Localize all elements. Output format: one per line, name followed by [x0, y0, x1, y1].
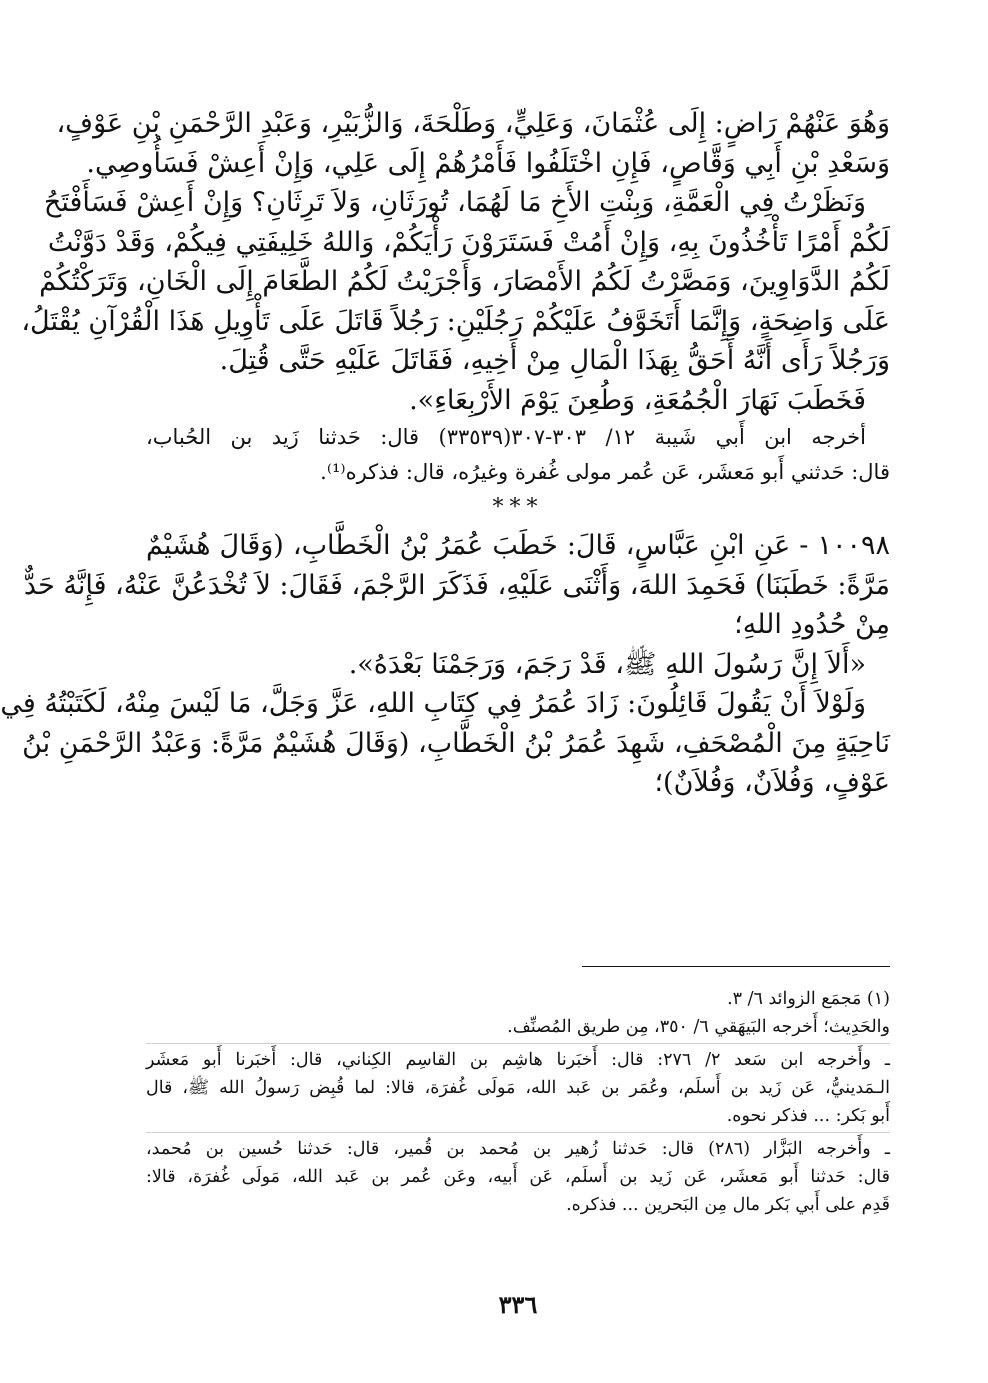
- hadith-line: عَوْفٍ، وَفُلاَنٌ، وَفُلاَنٌ)؛: [654, 767, 890, 798]
- text-line: وَسَعْدِ بْنِ أَبِي وَقَّاصٍ، فَإِنِ اخْتَلَفُوا فَأَمْرُهُمْ إِلَى عَلِي، وَإِنْ أَعِشْ فَسَأُوصِي.: [86, 147, 890, 179]
- text-line: فَخَطَبَ نَهَارَ الْجُمُعَةِ، وَطُعِنَ يَوْمَ الأَرْبِعَاءِ».: [409, 384, 866, 416]
- hadith-line: مِنْ حُدُودِ اللهِ؛: [734, 609, 890, 640]
- hadith-line: نَاحِيَةٍ مِنَ الْمُصْحَفِ، شَهِدَ عُمَرُ بْنُ الْخَطَّابِ، (وَقَالَ هُشَيْمٌ مَرَّةً: وَعَبْدُ الرَّحْمَنِ بْنُ: [22, 727, 890, 759]
- footnote-line: والحَدِيث؛ أَخرجه البَيهَقي ٦/ ٣٥٠، مِن طريق المُصنِّف.: [507, 1017, 890, 1037]
- footnote-rule: [582, 966, 890, 967]
- footnote-divider: [146, 1043, 890, 1044]
- hadith-line: مَرَّةً: خَطَبَنَا) فَحَمِدَ اللهَ، وَأَثْنَى عَلَيْهِ، فَذَكَرَ الرَّجْمَ، فَقَالَ: لاَ تُخْدَعُنَّ عَنْهُ، فَإِنَّهُ حَدٌّ: [23, 569, 890, 601]
- main-text: [0, 104, 890, 803]
- text-line: وَرَجُلاً رَأَى أَنَّهُ أَحَقُّ بِهَذَا الْمَالِ مِنْ أَخِيهِ، فَقَاتَلَ عَلَيْهِ حَتَّى قُتِلَ.: [219, 345, 890, 376]
- footnote-line: (١) مَجمَع الزوائد ٦/ ٣.: [727, 989, 890, 1009]
- hadith-line: «أَلاَ إِنَّ رَسُولَ اللهِ ﷺ، قَدْ رَجَمَ، وَرَجَمْنَا بَعْدَهُ».: [348, 648, 866, 680]
- footnotes: [146, 985, 890, 1219]
- source-reference-line: أخرجه ابن أَبي شَيبة ١٢/ ٣٠٣-٣٠٧(٣٣٥٣٩) قال: حَدثنا زَيد بن الحُباب،: [146, 425, 866, 449]
- footnote-divider: [146, 1132, 890, 1133]
- footnote-line: أَبو بَكر: ... فذكر نحوه.: [726, 1106, 890, 1126]
- footnote-line: قَدِم على أَبي بَكر مال مِن البَحرين ... فذكره.: [566, 1195, 890, 1215]
- footnote-line: قال: حَدثنا أَبو مَعشَر، عَن زَيد بن أَسلَم، عَن أَبيه، وعَن عُمر بن عَبد الله، مَولَى غُفرَة، قالا:: [146, 1167, 890, 1187]
- text-line: وَنَظَرْتُ فِي الْعَمَّةِ، وَبِنْتِ الأَخِ مَا لَهُمَا، تُورَثَانِ، وَلاَ تَرِثَانِ؟ وَإِنْ أَعِشْ فَسَأَفْتَحُ: [43, 187, 866, 218]
- section-separator: ***: [492, 495, 544, 520]
- text-line: لَكُمْ أَمْرًا تَأْخُذُونَ بِهِ، وَإِنْ أَمُتْ فَسَتَرَوْنَ رَأْيَكُمْ، وَاللهُ خَلِيفَتِي فِيكُمْ، وَقَدْ دَوَّنْتُ: [47, 226, 890, 258]
- hadith-line: ١٠٠٩٨ - عَنِ ابْنِ عَبَّاسٍ، قَالَ: خَطَبَ عُمَرُ بْنُ الْخَطَّابِ، (وَقَالَ هُشَيْمٌ: [146, 530, 890, 561]
- source-reference-line: قال: حَدثني أَبو مَعشَر، عَن عُمر مولى غُفرة وغيرُه، قال: فذكره⁽¹⁾.: [320, 460, 890, 484]
- text-line: عَلَى وَاضِحَةٍ، وَإِنَّمَا أَتَخَوَّفُ عَلَيْكُمْ رَجُلَيْنِ: رَجُلاً قَاتَلَ عَلَى تَأْوِيلِ هَذَا الْقُرْآنِ يُقْتَلُ،: [21, 305, 890, 337]
- footnote-line: الـمَدينيُّ، عَن زَيد بن أَسلَم، وعُمَر بن عَبد الله، مَولَى غُفرَة، قالا: لما قُبِض رَسولُ الله ﷺ، قال: [146, 1078, 890, 1098]
- text-line: وَهُوَ عَنْهُمْ رَاضٍ: إِلَى عُثْمَانَ، وَعَلِيٍّ، وَطَلْحَةَ، وَالزُّبَيْرِ، وَعَبْدِ الرَّحْمَنِ بْنِ عَوْفٍ،: [56, 108, 890, 139]
- text-line: لَكُمُ الدَّوَاوِينَ، وَمَصَّرْتُ لَكُمُ الأَمْصَارَ، وَأَجْرَيْتُ لَكُمُ الطَّعَامَ إِلَى الْخَانِ، وَتَرَكْتُكُمْ: [39, 266, 890, 297]
- hadith-line: وَلَوْلاَ أَنْ يَقُولَ قَائِلُونَ: زَادَ عُمَرُ فِي كِتَابِ اللهِ، عَزَّ وَجَلَّ، مَا لَيْسَ مِنْهُ، لَكَتَبْتُهُ فِي: [0, 688, 866, 719]
- page-number: ٣٣٦: [498, 1290, 538, 1319]
- footnote-line: ـ وأَخرجه ابن سَعد ٢/ ٢٧٦: قال: أَخبَرنا هاشِم بن القاسِم الكِناني، قال: أَخبَرنا أَبو مَعشَر: [146, 1050, 890, 1070]
- footnote-line: ـ وأَخرجه البَزَّار (٢٨٦) قال: حَدثنا زُهير بن مُحمد بن قُمير، قال: حَدثنا حُسين بن مُحمد،: [146, 1139, 890, 1159]
